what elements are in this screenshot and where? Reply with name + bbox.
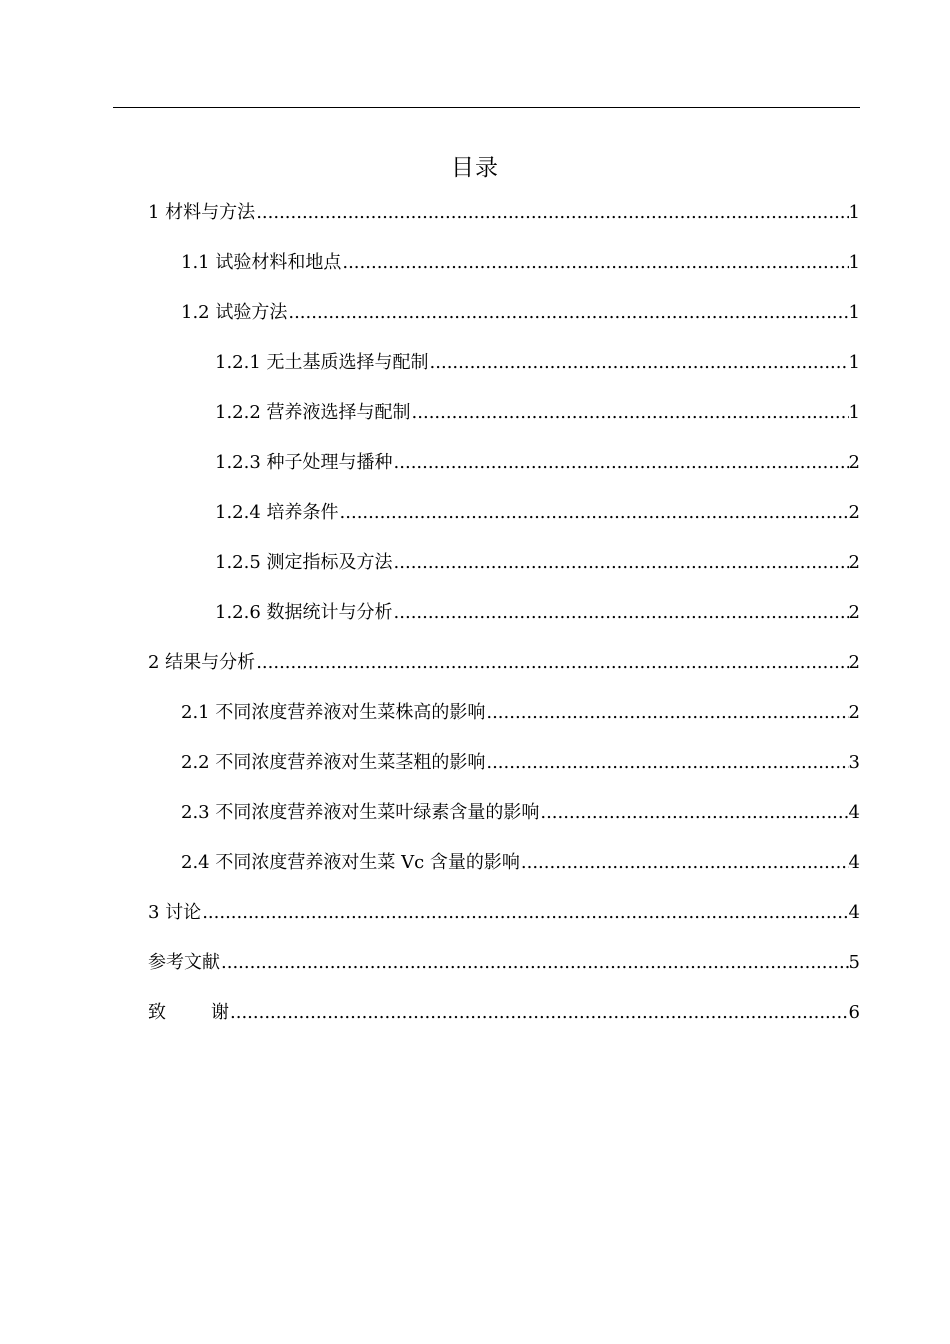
header-rule	[113, 107, 860, 108]
toc-entry-page: 2	[848, 702, 860, 723]
toc-entry-page: 5	[848, 952, 860, 973]
toc-entry-label: 1.2.6 数据统计与分析	[215, 602, 393, 623]
toc-leader-dots	[394, 601, 849, 625]
toc-entry-2[interactable]	[148, 645, 860, 675]
toc-leader-dots	[394, 451, 849, 475]
toc-entry-1-2-3[interactable]	[215, 445, 860, 475]
toc-entry-label: 参考文献	[148, 952, 220, 973]
toc-entry-page: 1	[848, 302, 860, 323]
toc-leader-dots	[256, 201, 848, 225]
toc-entry-label: 1.2.2 营养液选择与配制	[215, 402, 411, 423]
toc-entry-1-2-4[interactable]	[215, 495, 860, 525]
toc-label-part: 致	[148, 1002, 166, 1023]
toc-entry-1-2-1[interactable]	[215, 345, 860, 375]
toc-entry-page: 4	[848, 852, 860, 873]
toc-entry-label: 2 结果与分析	[148, 652, 256, 673]
toc-entry-page: 2	[848, 502, 860, 523]
toc-entry-1[interactable]	[148, 195, 860, 225]
toc-entry-2-2[interactable]	[181, 745, 860, 775]
toc-entry-page: 3	[848, 752, 860, 773]
toc-entry-page: 1	[848, 352, 860, 373]
toc-leader-dots	[540, 801, 848, 825]
toc-entry-1-2[interactable]	[181, 295, 860, 325]
toc-leader-dots	[342, 251, 848, 275]
toc-label-part: 谢	[211, 1002, 229, 1023]
toc-leader-dots	[221, 951, 849, 975]
toc-leader-dots	[202, 901, 848, 925]
toc-leader-dots	[256, 651, 848, 675]
toc-entry-page: 2	[848, 652, 860, 673]
toc-entry-page: 1	[848, 202, 860, 223]
toc-entry-references[interactable]	[148, 945, 860, 975]
toc-entry-label: 2.1 不同浓度营养液对生菜株高的影响	[181, 702, 486, 723]
toc-entry-label: 3 讨论	[148, 902, 202, 923]
toc-entry-label: 1.2.4 培养条件	[215, 502, 339, 523]
toc-entry-3[interactable]	[148, 895, 860, 925]
toc-leader-dots	[288, 301, 848, 325]
toc-leader-dots	[394, 551, 849, 575]
toc-leader-dots	[521, 851, 849, 875]
toc-entry-label: 1.2.1 无土基质选择与配制	[215, 352, 429, 373]
toc-leader-dots	[486, 751, 848, 775]
toc-entry-page: 2	[848, 452, 860, 473]
toc-entry-page: 4	[848, 802, 860, 823]
toc-entry-label: 2.3 不同浓度营养液对生菜叶绿素含量的影响	[181, 802, 540, 823]
toc-title: 目录	[451, 155, 499, 181]
toc-entry-label: 1 材料与方法	[148, 202, 256, 223]
toc-entry-acknowledgements[interactable]	[148, 995, 860, 1025]
toc-entry-label: 2.2 不同浓度营养液对生菜茎粗的影响	[181, 752, 486, 773]
toc-entry-2-3[interactable]	[181, 795, 860, 825]
toc-entry-label: 2.4 不同浓度营养液对生菜 Vc 含量的影响	[181, 852, 520, 873]
toc-leader-dots	[412, 401, 849, 425]
toc-entry-2-1[interactable]	[181, 695, 860, 725]
toc-entry-page: 4	[848, 902, 860, 923]
toc-leader-dots	[340, 501, 849, 525]
toc-entry-1-1[interactable]	[181, 245, 860, 275]
toc-entry-page: 2	[848, 552, 860, 573]
toc-leader-dots	[430, 351, 849, 375]
toc-entry-page: 2	[848, 602, 860, 623]
toc-entry-1-2-5[interactable]	[215, 545, 860, 575]
toc-leader-dots	[230, 1001, 849, 1025]
toc-entry-page: 1	[848, 402, 860, 423]
toc-entry-1-2-6[interactable]	[215, 595, 860, 625]
toc-entry-label	[148, 1001, 229, 1025]
toc-entry-label: 1.2.5 测定指标及方法	[215, 552, 393, 573]
toc-entry-label: 1.1 试验材料和地点	[181, 252, 342, 273]
toc-entry-label: 1.2 试验方法	[181, 302, 288, 323]
toc-entry-2-4[interactable]	[181, 845, 860, 875]
toc-entry-page: 1	[848, 252, 860, 273]
toc-entry-page: 6	[848, 1002, 860, 1023]
toc-entry-label: 1.2.3 种子处理与播种	[215, 452, 393, 473]
toc-leader-dots	[486, 701, 848, 725]
toc-entry-1-2-2[interactable]	[215, 395, 860, 425]
